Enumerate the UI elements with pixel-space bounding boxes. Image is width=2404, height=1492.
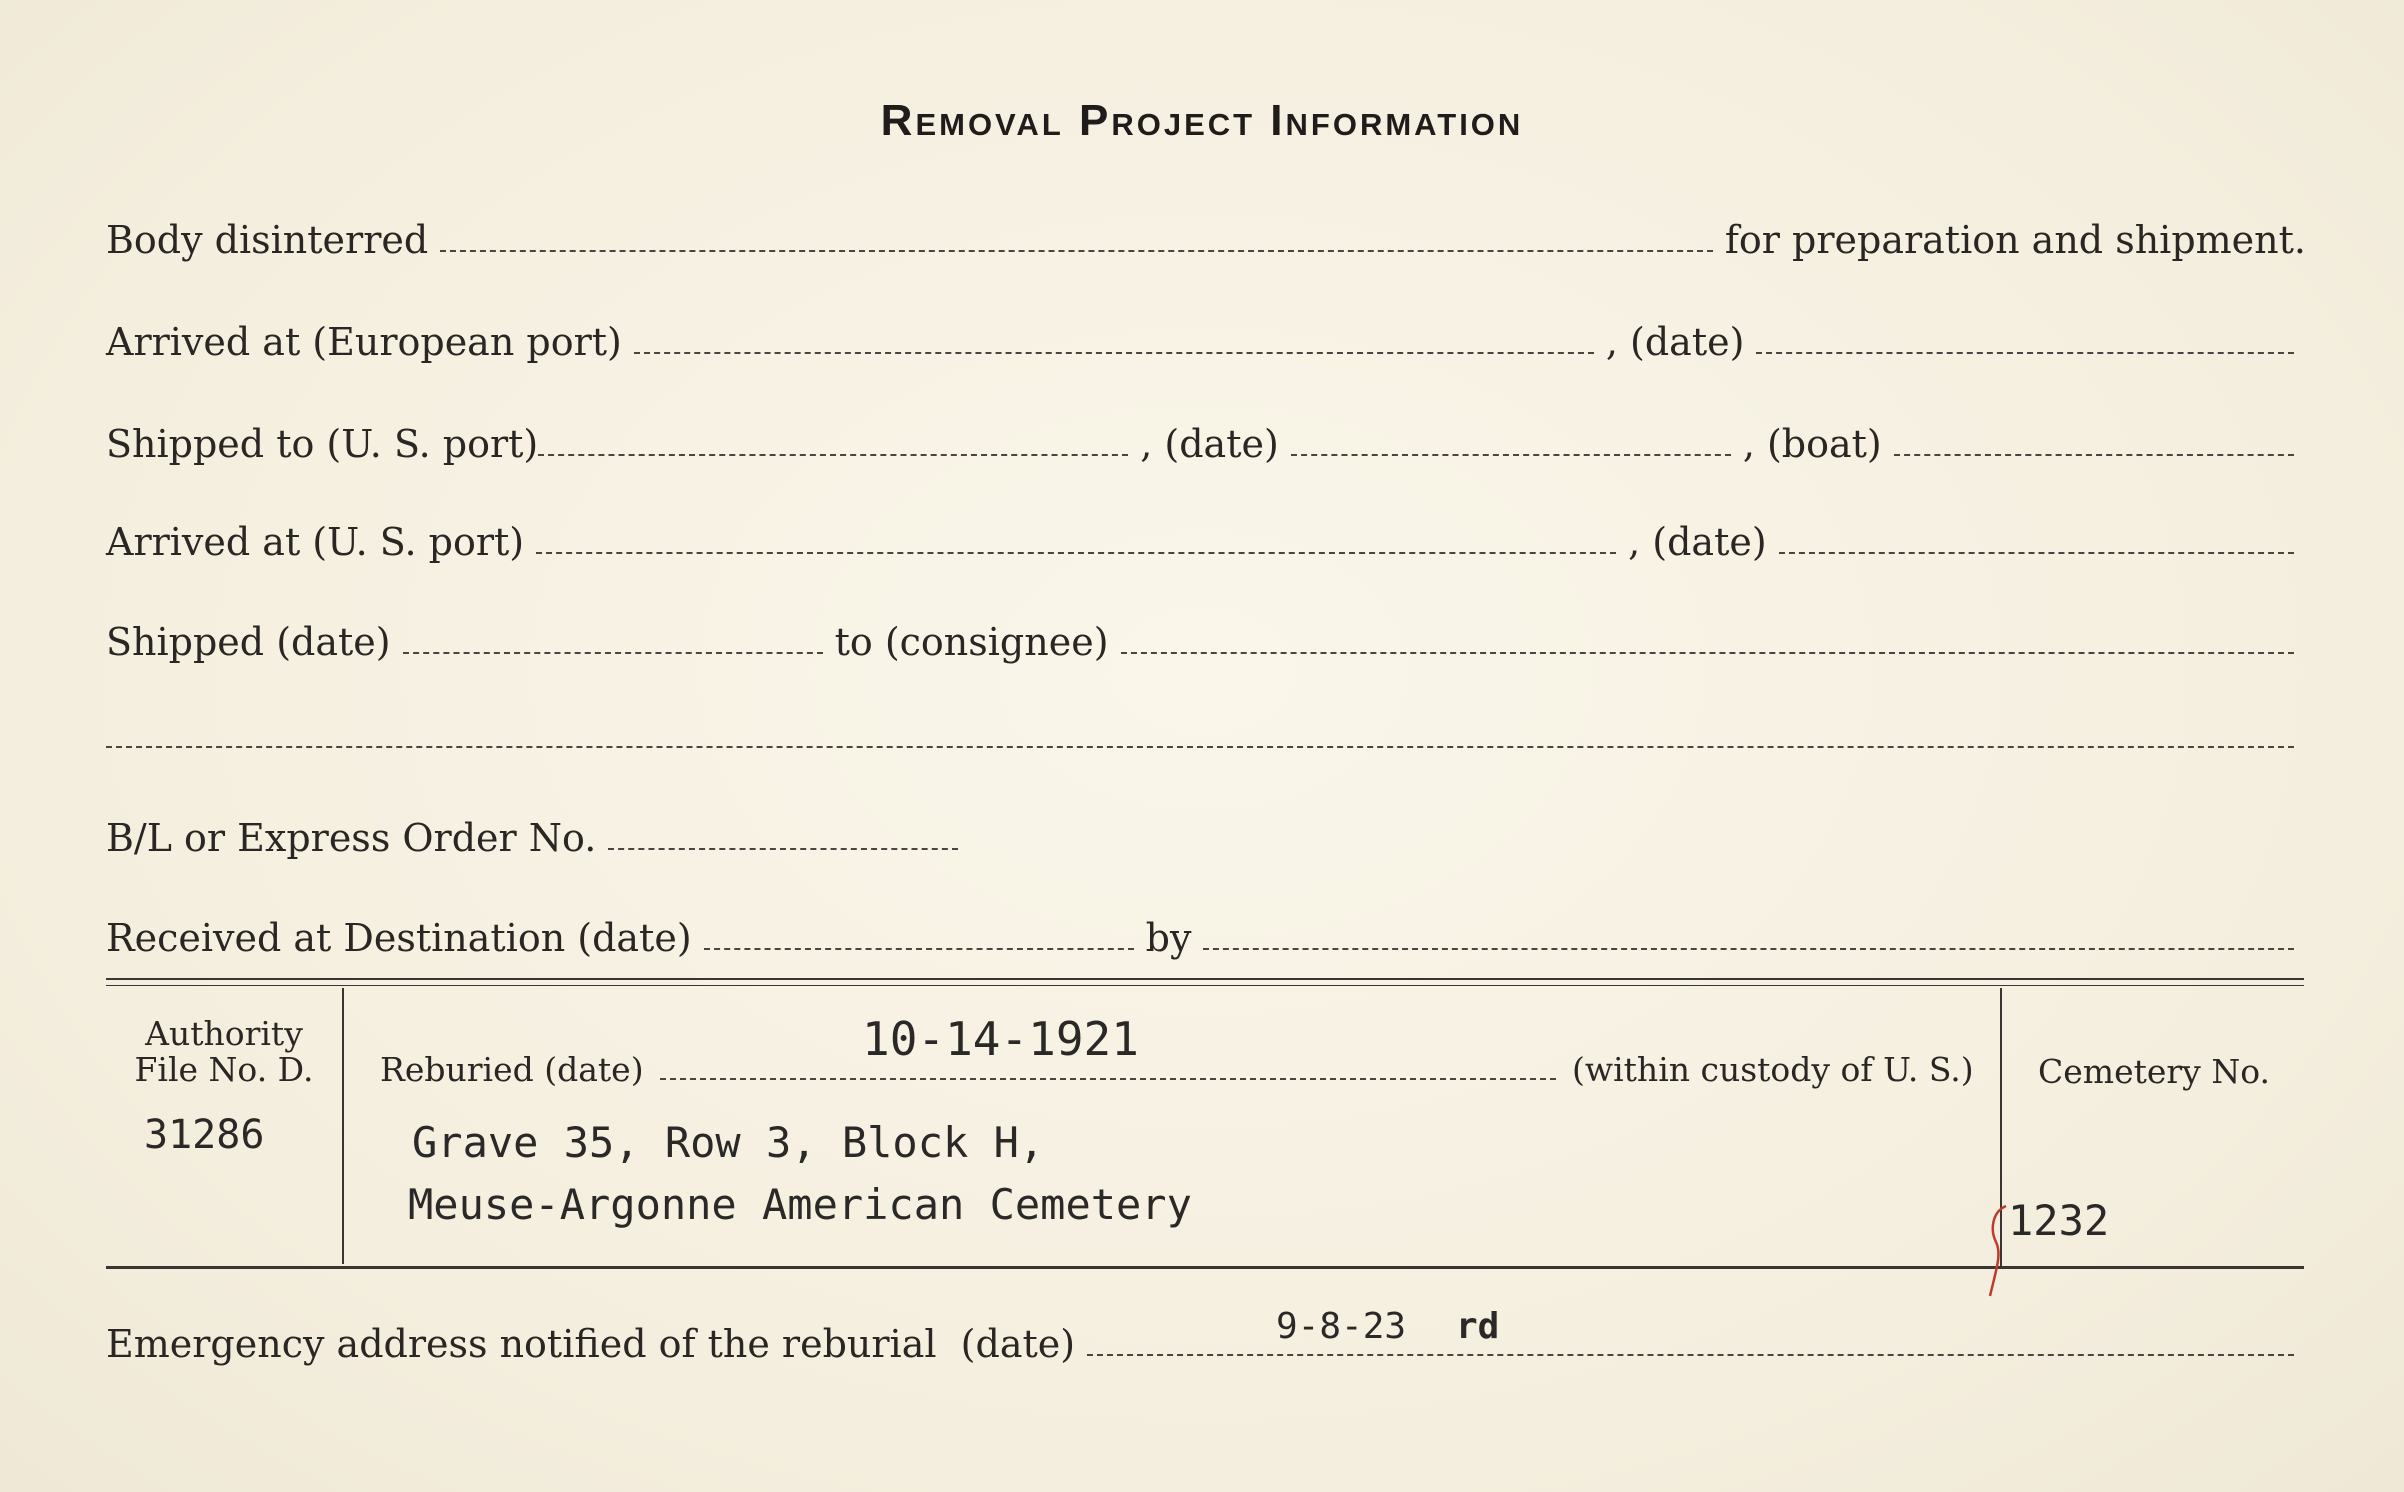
shipped-date-field[interactable] bbox=[403, 652, 823, 654]
shipped-us-date-label: , (date) bbox=[1140, 422, 1279, 466]
european-port-field[interactable] bbox=[634, 352, 1594, 354]
emergency-date-value: 9-8-23 bbox=[1276, 1306, 1407, 1347]
reburied-date-field[interactable] bbox=[660, 1078, 1556, 1080]
row-consignee-continued bbox=[106, 702, 2306, 762]
authority-label bbox=[106, 1016, 342, 1088]
red-check-mark-icon bbox=[1982, 1200, 2012, 1300]
preparation-shipment-label: for preparation and shipment. bbox=[1724, 218, 2306, 262]
arrived-us-date-label: , (date) bbox=[1628, 520, 1767, 564]
arrived-us-port-field[interactable] bbox=[536, 552, 1616, 554]
by-label: by bbox=[1145, 916, 1192, 960]
box-top-rule bbox=[106, 978, 2304, 980]
reburied-date-value: 10-14-1921 bbox=[862, 1012, 1139, 1066]
us-port-field[interactable] bbox=[538, 454, 1128, 456]
shipped-date-label: Shipped (date) bbox=[106, 620, 391, 664]
body-disinterred-field[interactable] bbox=[440, 250, 1713, 252]
body-disinterred-label: Body disinterred bbox=[106, 218, 429, 262]
bl-label: B/L or Express Order No. bbox=[106, 816, 597, 860]
row-shipped-date bbox=[106, 608, 2306, 668]
custody-label: (within custody of U. S.) bbox=[1572, 1050, 1974, 1089]
box-divider-left bbox=[342, 988, 344, 1264]
cemetery-no-label: Cemetery No. bbox=[2038, 1052, 2270, 1091]
grave-location-line2: Meuse-Argonne American Cemetery bbox=[408, 1180, 1192, 1229]
boat-field[interactable] bbox=[1894, 454, 2294, 456]
arrived-european-date-label: , (date) bbox=[1605, 320, 1745, 364]
row-emergency bbox=[106, 1310, 2306, 1370]
box-top-rule-inner bbox=[106, 985, 2304, 986]
row-arrived-us bbox=[106, 508, 2306, 568]
shipped-us-date-field[interactable] bbox=[1291, 454, 1731, 456]
authority-label-line2: File No. D. bbox=[134, 1050, 314, 1089]
consignee-field[interactable] bbox=[1121, 652, 2294, 654]
authority-file-number: 31286 bbox=[144, 1112, 265, 1158]
shipped-us-label: Shipped to (U. S. port) bbox=[106, 422, 539, 466]
row-arrived-european bbox=[106, 308, 2306, 368]
arrived-us-date-field[interactable] bbox=[1779, 552, 2294, 554]
arrived-european-date-field[interactable] bbox=[1756, 352, 2294, 354]
row-shipped-us bbox=[106, 410, 2306, 470]
arrived-european-label: Arrived at (European port) bbox=[106, 320, 622, 364]
arrived-us-label: Arrived at (U. S. port) bbox=[106, 520, 525, 564]
emergency-label: Emergency address notified of the reburial (date) bbox=[106, 1322, 1076, 1366]
received-by-field[interactable] bbox=[1203, 948, 2294, 950]
row-bl bbox=[106, 804, 2306, 864]
emergency-initials: rd bbox=[1456, 1306, 1500, 1347]
bl-field[interactable] bbox=[608, 848, 958, 850]
row-body-disinterred bbox=[106, 206, 2306, 266]
authority-label-line1: Authority bbox=[145, 1014, 303, 1053]
cemetery-no-value: 1232 bbox=[2008, 1196, 2110, 1245]
consignee-continued-field[interactable] bbox=[106, 746, 2294, 748]
received-date-field[interactable] bbox=[704, 948, 1134, 950]
received-label: Received at Destination (date) bbox=[106, 916, 692, 960]
reburied-label: Reburied (date) bbox=[380, 1050, 644, 1089]
grave-location-line1: Grave 35, Row 3, Block H, bbox=[412, 1118, 1045, 1167]
shipped-us-boat-label: , (boat) bbox=[1742, 422, 1882, 466]
row-received bbox=[106, 904, 2306, 964]
form-title: Removal Project Information bbox=[880, 96, 1524, 145]
consignee-label: to (consignee) bbox=[834, 620, 1109, 664]
box-bottom-rule bbox=[106, 1266, 2304, 1269]
emergency-date-field[interactable] bbox=[1087, 1354, 2294, 1356]
